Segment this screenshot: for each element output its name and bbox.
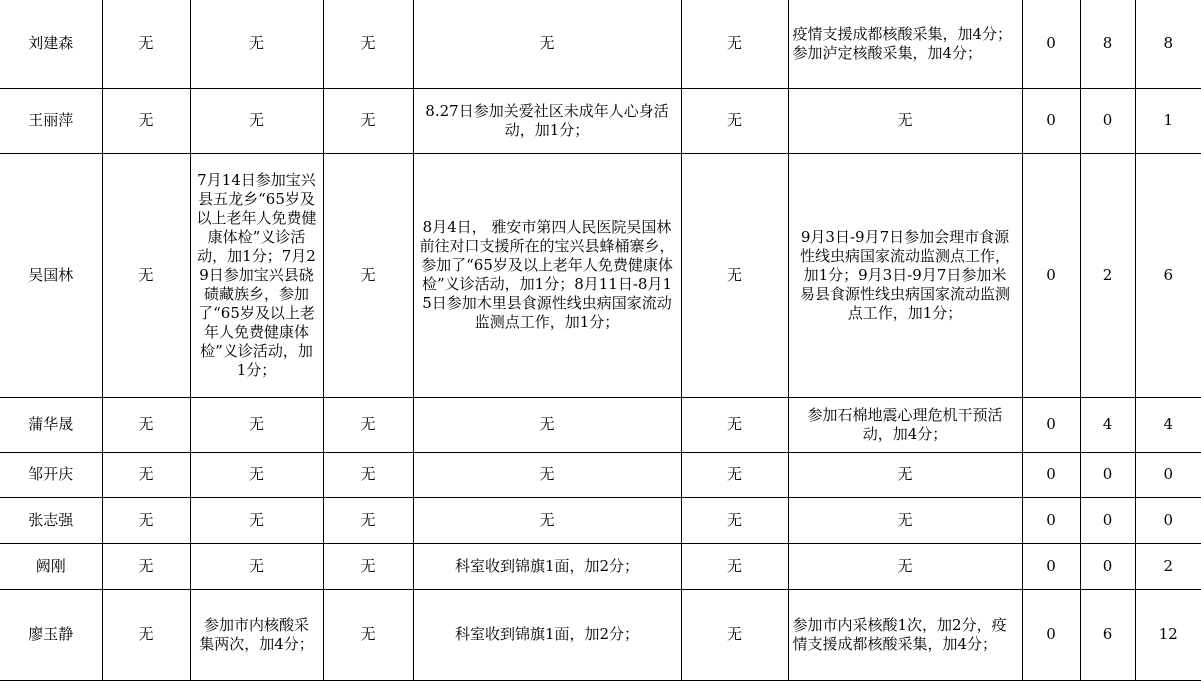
table-cell: 无 xyxy=(190,0,323,88)
table-cell: 无 xyxy=(788,497,1022,543)
score-cell: 0 xyxy=(1080,543,1135,589)
score-cell: 0 xyxy=(1022,0,1080,88)
table-cell: 无 xyxy=(788,543,1022,589)
score-cell: 2 xyxy=(1080,153,1135,397)
table-cell: 参加市内核酸采集两次，加4分； xyxy=(190,589,323,680)
score-cell: 0 xyxy=(1022,88,1080,153)
score-cell: 6 xyxy=(1080,589,1135,680)
table-cell: 无 xyxy=(323,497,413,543)
score-cell: 4 xyxy=(1080,397,1135,452)
score-cell: 0 xyxy=(1022,497,1080,543)
table-cell: 无 xyxy=(413,452,681,497)
table-cell: 无 xyxy=(413,497,681,543)
table-row xyxy=(0,397,1201,452)
table-cell: 无 xyxy=(681,452,788,497)
table-cell: 无 xyxy=(323,0,413,88)
table-cell: 无 xyxy=(190,88,323,153)
table-cell: 无 xyxy=(681,0,788,88)
score-cell: 0 xyxy=(1080,452,1135,497)
table-cell: 无 xyxy=(102,452,190,497)
name-cell: 张志强 xyxy=(0,497,102,543)
table-cell: 无 xyxy=(190,497,323,543)
name-cell: 王丽萍 xyxy=(0,88,102,153)
table-cell: 无 xyxy=(323,397,413,452)
table-row xyxy=(0,0,1201,88)
score-cell: 0 xyxy=(1022,589,1080,680)
table-cell: 科室收到锦旗1面，加2分； xyxy=(413,589,681,680)
score-cell: 0 xyxy=(1022,397,1080,452)
table-cell: 无 xyxy=(788,88,1022,153)
table-cell: 无 xyxy=(681,153,788,397)
table-cell: 无 xyxy=(413,397,681,452)
table-cell: 无 xyxy=(190,543,323,589)
table-row xyxy=(0,452,1201,497)
table-cell: 无 xyxy=(190,397,323,452)
table-cell: 无 xyxy=(190,452,323,497)
score-cell: 0 xyxy=(1080,88,1135,153)
table-cell: 无 xyxy=(323,153,413,397)
name-cell: 吴国林 xyxy=(0,153,102,397)
table-cell: 7月14日参加宝兴县五龙乡“65岁及以上老年人免费健康体检”义诊活动，加1分；7月29日参加宝兴县硗碛藏族乡，参加了“65岁及以上老年人免费健康体检”义诊活动，加1分； xyxy=(190,153,323,397)
table-cell: 无 xyxy=(323,543,413,589)
table-cell: 无 xyxy=(323,589,413,680)
score-cell: 0 xyxy=(1022,543,1080,589)
table-cell: 无 xyxy=(681,397,788,452)
table-cell: 8月4日， 雅安市第四人民医院吴国林前往对口支援所在的宝兴县蜂桶寨乡， 参加了“65岁及以上老年人免费健康体检”义诊活动，加1分；8月11日-8月15日参加木里县食源性线虫病国家流动监测点工作，加1分； xyxy=(413,153,681,397)
table-cell: 无 xyxy=(681,88,788,153)
table-cell: 无 xyxy=(323,452,413,497)
score-cell: 0 xyxy=(1022,153,1080,397)
table-cell: 参加市内采核酸1次，加2分，疫情支援成都核酸采集，加4分； xyxy=(788,589,1022,680)
table-row xyxy=(0,589,1201,680)
total-cell: 0 xyxy=(1135,497,1201,543)
table-cell: 无 xyxy=(681,497,788,543)
table-cell: 参加石棉地震心理危机干预活动，加4分； xyxy=(788,397,1022,452)
total-cell: 0 xyxy=(1135,452,1201,497)
table-cell: 无 xyxy=(681,589,788,680)
name-cell: 邹开庆 xyxy=(0,452,102,497)
total-cell: 1 xyxy=(1135,88,1201,153)
table-cell: 9月3日-9月7日参加会理市食源性线虫病国家流动监测点工作，加1分；9月3日-9月7日参加米易县食源性线虫病国家流动监测点工作，加1分； xyxy=(788,153,1022,397)
table-row xyxy=(0,497,1201,543)
score-cell: 8 xyxy=(1080,0,1135,88)
table-cell: 无 xyxy=(788,452,1022,497)
table-cell: 无 xyxy=(102,497,190,543)
name-cell: 阙刚 xyxy=(0,543,102,589)
table-cell: 无 xyxy=(681,543,788,589)
total-cell: 12 xyxy=(1135,589,1201,680)
total-cell: 8 xyxy=(1135,0,1201,88)
total-cell: 6 xyxy=(1135,153,1201,397)
table-cell: 无 xyxy=(323,88,413,153)
table-row xyxy=(0,88,1201,153)
score-cell: 0 xyxy=(1080,497,1135,543)
total-cell: 2 xyxy=(1135,543,1201,589)
name-cell: 刘建森 xyxy=(0,0,102,88)
table-cell: 无 xyxy=(102,88,190,153)
table-cell: 无 xyxy=(413,0,681,88)
score-cell: 0 xyxy=(1022,452,1080,497)
total-cell: 4 xyxy=(1135,397,1201,452)
table-cell: 科室收到锦旗1面，加2分； xyxy=(413,543,681,589)
table-cell: 8.27日参加关爱社区未成年人心身活动，加1分； xyxy=(413,88,681,153)
table-cell: 无 xyxy=(102,543,190,589)
table-cell: 无 xyxy=(102,0,190,88)
table-cell: 疫情支援成都核酸采集，加4分；参加泸定核酸采集，加4分； xyxy=(788,0,1022,88)
name-cell: 廖玉静 xyxy=(0,589,102,680)
table-row xyxy=(0,543,1201,589)
name-cell: 蒲华晟 xyxy=(0,397,102,452)
table-cell: 无 xyxy=(102,589,190,680)
table-cell: 无 xyxy=(102,397,190,452)
table-cell: 无 xyxy=(102,153,190,397)
table-row xyxy=(0,153,1201,397)
